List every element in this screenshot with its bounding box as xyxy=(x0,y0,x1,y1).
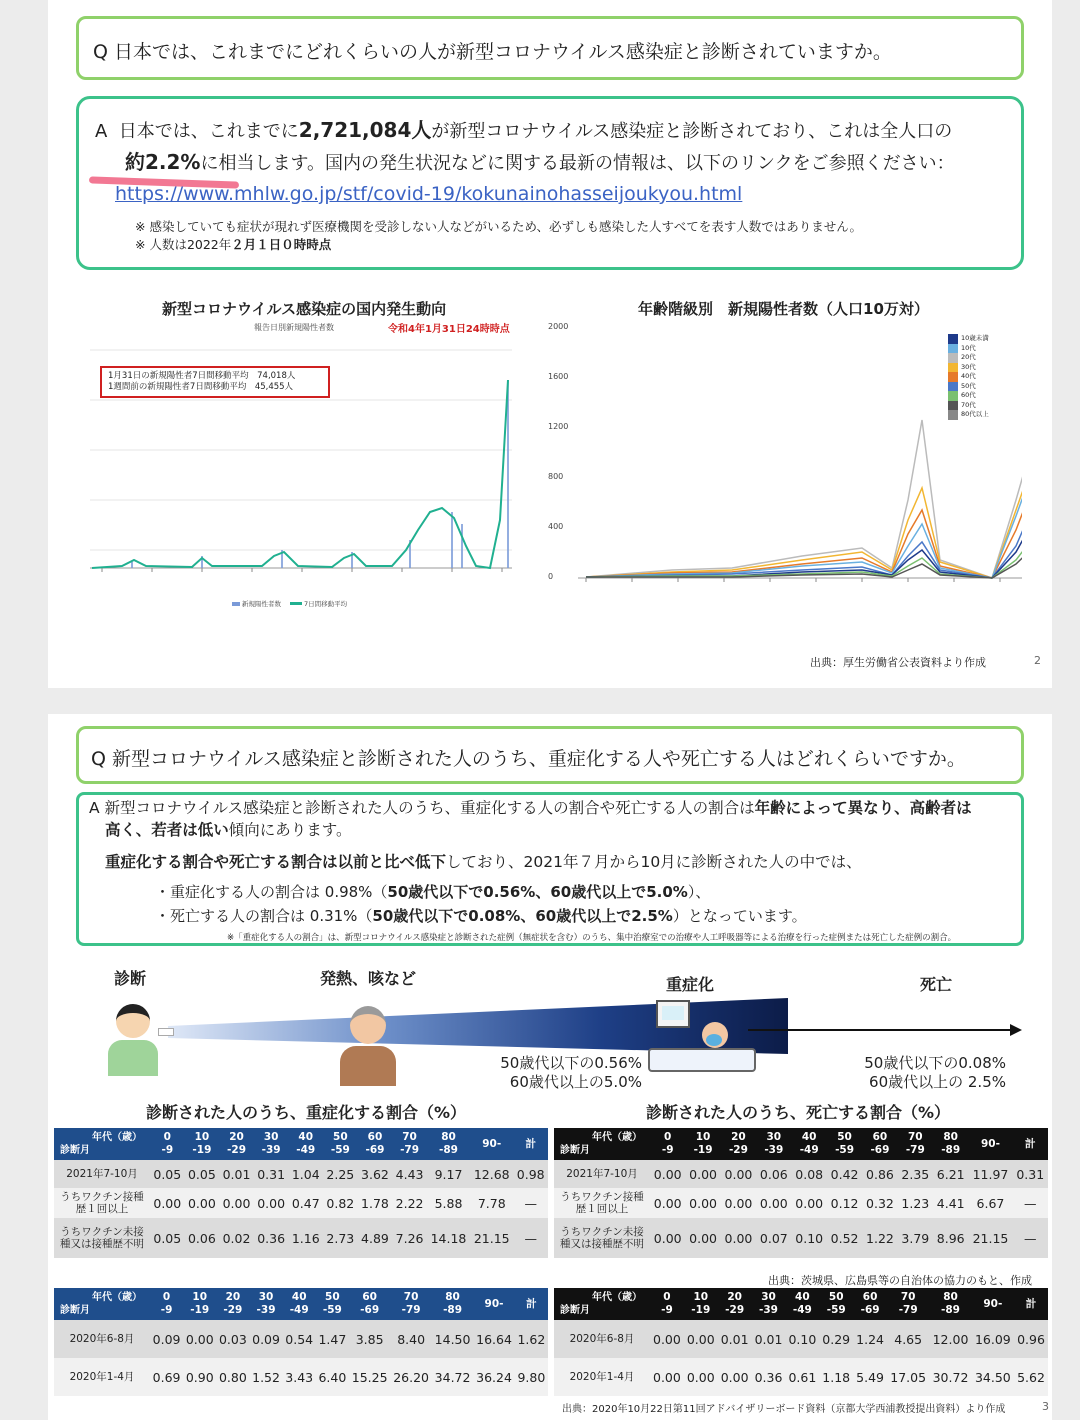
death-rates: 50歳代以下の0.08% 60歳代以上の 2.5% xyxy=(864,1054,1006,1091)
table-cell: 0.02 xyxy=(219,1218,254,1258)
bullet-death: ・死亡する人の割合は 0.31%（50歳代以下で0.08%、60歳代以上で2.5%）となっています。 xyxy=(155,907,807,925)
legend-swatch-bar xyxy=(232,602,240,606)
table-cell: 0.47 xyxy=(288,1188,323,1218)
death-table-2020 xyxy=(554,1288,1048,1396)
table-cell: 0.00 xyxy=(718,1358,752,1396)
age-header: 20 -29 xyxy=(216,1288,249,1320)
percent-value: 約2.2% xyxy=(125,150,201,174)
table-row xyxy=(54,1358,548,1396)
table-cell: 0.86 xyxy=(862,1160,897,1188)
answer-box xyxy=(76,96,1024,270)
age-header: 60 -69 xyxy=(853,1288,887,1320)
answer-line-2: 約2.2%に相当します。国内の発生状況などに関する最新の情報は、以下のリンクをご参照ください： xyxy=(125,150,955,174)
table-cell: 9.80 xyxy=(515,1358,548,1396)
row-label: うちワクチン未接種又は接種歴不明 xyxy=(554,1218,650,1258)
x-axis-ticks xyxy=(102,568,502,572)
question-text: Q 日本では、これまでにどれくらいの人が新型コロナウイルス感染症と診断されていますか。 xyxy=(93,41,892,63)
right-chart-ylabels: 2000 1600 1200 800 400 0 xyxy=(548,322,569,581)
answer-box-2 xyxy=(76,792,1024,946)
answer-line-1: A 日本では、これまでに2,721,084人が新型コロナウイルス感染症と診断されており、これは全人口の xyxy=(95,118,953,142)
table-cell: 0.32 xyxy=(862,1188,897,1218)
table-cell: 3.79 xyxy=(898,1218,933,1258)
left-chart-date: 令和4年1月31日24時時点 xyxy=(388,324,510,335)
table-cell: 0.80 xyxy=(216,1358,249,1396)
table-cell: 0.90 xyxy=(183,1358,216,1396)
age-header: 60 -69 xyxy=(358,1128,393,1160)
table-cell: 0.00 xyxy=(650,1218,685,1258)
table-row xyxy=(554,1188,1048,1218)
age-header: 60 -69 xyxy=(862,1128,897,1160)
table-cell: 0.00 xyxy=(684,1320,718,1358)
table-row xyxy=(554,1160,1048,1188)
age-header: 50 -59 xyxy=(827,1128,862,1160)
age-header: 90- xyxy=(968,1128,1012,1160)
right-chart-legend: 10歳未満 10代 20代 30代 40代 50代 60代 70代 80代以上 xyxy=(948,334,1028,420)
age-header: 10 -19 xyxy=(183,1288,216,1320)
table-row xyxy=(554,1358,1048,1396)
table-cell: 0.08 xyxy=(792,1160,827,1188)
table-row xyxy=(54,1160,548,1188)
table-cell: 0.00 xyxy=(183,1320,216,1358)
table-cell: 4.43 xyxy=(392,1160,427,1188)
header-corner: 年代（歳） 診断月 xyxy=(54,1288,150,1320)
table-cell: 0.00 xyxy=(254,1188,289,1218)
age-header: 30 -39 xyxy=(756,1128,791,1160)
table-cell: 0.36 xyxy=(254,1218,289,1258)
table-cell: 2.22 xyxy=(392,1188,427,1218)
left-legend-1: 新規陽性者数 xyxy=(242,600,281,608)
table-cell: 0.12 xyxy=(827,1188,862,1218)
page-number-2: 2 xyxy=(1034,654,1041,667)
table-cell: 0.00 xyxy=(721,1188,756,1218)
source-advisory-board: 出典：2020年10月22日第11回アドバイザリーボード資料（京都大学西浦教授提出資料）より作成 xyxy=(562,1404,1006,1415)
row-label: 2021年7-10月 xyxy=(554,1160,650,1188)
age-header: 50 -59 xyxy=(819,1288,853,1320)
bullet-severe: ・重症化する人の割合は 0.98%（50歳代以下で0.56%、60歳代以上で5.0%）、 xyxy=(155,883,711,901)
definition-footnote: ※「重症化する人の割合」は、新型コロナウイルス感染症と診断された症例（無症状を含む）のうち、集中治療室での治療や人工呼吸器等による治療を行った症例または死亡した症例の割合。 xyxy=(227,933,957,943)
table-cell: 0.00 xyxy=(721,1160,756,1188)
age-header: 50 -59 xyxy=(316,1288,349,1320)
table-cell: 12.68 xyxy=(470,1160,513,1188)
stage-symptoms: 発熱、咳など xyxy=(320,969,417,988)
question-box-2 xyxy=(76,726,1024,784)
table-cell: 1.22 xyxy=(862,1218,897,1258)
table-cell: 5.49 xyxy=(853,1358,887,1396)
table-cell: 1.04 xyxy=(288,1160,323,1188)
table-cell: 0.61 xyxy=(785,1358,819,1396)
table-cell: 0.00 xyxy=(721,1218,756,1258)
left-legend-2: 7日間移動平均 xyxy=(304,600,348,608)
table-cell: 14.18 xyxy=(427,1218,470,1258)
table-cell: 34.50 xyxy=(972,1358,1014,1396)
table-cell: 2.73 xyxy=(323,1218,358,1258)
death-table-title: 診断された人のうち、死亡する割合（%） xyxy=(646,1103,951,1122)
table-cell: 0.98 xyxy=(513,1160,548,1188)
table-cell: 36.24 xyxy=(473,1358,514,1396)
table-row xyxy=(54,1188,548,1218)
table-cell: 0.09 xyxy=(150,1320,183,1358)
age-header: 計 xyxy=(1014,1288,1048,1320)
table-cell: 1.52 xyxy=(249,1358,282,1396)
table-cell: 0.00 xyxy=(685,1218,720,1258)
table-cell: 0.01 xyxy=(219,1160,254,1188)
slide-2 xyxy=(48,0,1052,688)
header-row xyxy=(54,1128,548,1160)
table-cell: 0.52 xyxy=(827,1218,862,1258)
mhlw-link[interactable]: https://www.mhlw.go.jp/stf/covid-19/kokunainohasseijoukyou.html xyxy=(115,183,743,205)
stage-severe: 重症化 xyxy=(666,975,715,994)
age-header: 80 -89 xyxy=(432,1288,473,1320)
table-cell: 6.67 xyxy=(968,1188,1012,1218)
table-cell: 21.15 xyxy=(470,1218,513,1258)
note-1: ※ 感染していても症状が現れず医療機関を受診しない人などがいるため、必ずしも感染した人すべてを表す人数ではありません。 xyxy=(135,219,862,234)
age-header: 40 -49 xyxy=(785,1288,819,1320)
moving-average-box: 1月31日の新規陽性者7日間移動平均 74,018人 1週間前の新規陽性者7日間移動平均 45,455人 xyxy=(100,366,330,398)
header-row xyxy=(554,1288,1048,1320)
answer-2-line-2: 高く、若者は低い傾向にあります。 xyxy=(105,821,352,839)
age-header: 30 -39 xyxy=(752,1288,786,1320)
table-row xyxy=(554,1218,1048,1258)
series-50s xyxy=(586,440,1022,578)
source-municipalities: 出典：茨城県、広島県等の自治体の協力のもと、作成 xyxy=(768,1274,1032,1287)
stage-diagnosis: 診断 xyxy=(114,969,147,988)
table-cell: 0.01 xyxy=(718,1320,752,1358)
table-cell: 0.05 xyxy=(150,1160,185,1188)
age-header: 90- xyxy=(473,1288,514,1320)
table-cell: 1.24 xyxy=(853,1320,887,1358)
question-text-2: Q 新型コロナウイルス感染症と診断された人のうち、重症化する人や死亡する人はどれくらいですか。 xyxy=(91,748,966,770)
table-cell: 7.26 xyxy=(392,1218,427,1258)
source-slide1: 出典：厚生労働省公表資料より作成 xyxy=(810,656,986,669)
person-cough-illustration xyxy=(334,1006,406,1086)
header-corner: 年代（歳） 診断月 xyxy=(54,1128,150,1160)
severe-rates: 50歳代以下の0.56% 60歳代以上の5.0% xyxy=(500,1054,642,1091)
table-cell: 17.05 xyxy=(887,1358,929,1396)
table-cell: 0.54 xyxy=(283,1320,316,1358)
table-cell: 0.00 xyxy=(219,1188,254,1218)
table-row xyxy=(54,1218,548,1258)
table-cell: 5.62 xyxy=(1014,1358,1048,1396)
row-label: 2021年7-10月 xyxy=(54,1160,150,1188)
left-bars xyxy=(132,380,508,568)
table-cell: 9.17 xyxy=(427,1160,470,1188)
table-cell: 8.40 xyxy=(390,1320,431,1358)
table-cell: 5.88 xyxy=(427,1188,470,1218)
age-header: 70 -79 xyxy=(887,1288,929,1320)
row-label: うちワクチン接種歴１回以上 xyxy=(554,1188,650,1218)
answer-2-line-1: A 新型コロナウイルス感染症と診断された人のうち、重症化する人の割合や死亡する人の割合は年齢によって異なり、高齢者は xyxy=(89,799,972,817)
table-cell: 15.25 xyxy=(349,1358,390,1396)
right-chart-title: 年齢階級別 新規陽性者数（人口10万対） xyxy=(638,300,929,318)
table-cell: 0.05 xyxy=(185,1160,220,1188)
table-cell: — xyxy=(1013,1218,1048,1258)
table-cell: 0.00 xyxy=(650,1320,684,1358)
age-header: 50 -59 xyxy=(323,1128,358,1160)
age-header: 70 -79 xyxy=(392,1128,427,1160)
severe-table-2021 xyxy=(54,1128,548,1258)
table-cell: — xyxy=(513,1218,548,1258)
death-table-2021 xyxy=(554,1128,1048,1258)
table-cell: 4.41 xyxy=(933,1188,968,1218)
table-cell: 2.25 xyxy=(323,1160,358,1188)
table-cell: 0.31 xyxy=(254,1160,289,1188)
stage-death: 死亡 xyxy=(920,975,953,994)
table-cell: 1.23 xyxy=(898,1188,933,1218)
age-header: 20 -29 xyxy=(718,1288,752,1320)
age-header: 10 -19 xyxy=(685,1128,720,1160)
age-header: 0 -9 xyxy=(650,1128,685,1160)
table-cell: 16.64 xyxy=(473,1320,514,1358)
table-cell: 2.35 xyxy=(898,1160,933,1188)
age-header: 80 -89 xyxy=(427,1128,470,1160)
table-cell: 0.96 xyxy=(1014,1320,1048,1358)
table-cell: 0.42 xyxy=(827,1160,862,1188)
table-cell: 0.00 xyxy=(650,1160,685,1188)
table-cell: 0.10 xyxy=(785,1320,819,1358)
age-header: 40 -49 xyxy=(288,1128,323,1160)
person-diagnosis-illustration xyxy=(104,1002,174,1076)
age-header: 20 -29 xyxy=(219,1128,254,1160)
header-corner: 年代（歳） 診断月 xyxy=(554,1288,650,1320)
table-cell: 21.15 xyxy=(968,1218,1012,1258)
table-cell: 0.06 xyxy=(185,1218,220,1258)
left-chart-title: 新型コロナウイルス感染症の国内発生動向 xyxy=(162,300,447,318)
severe-table-2020 xyxy=(54,1288,548,1396)
table-cell: 0.00 xyxy=(650,1188,685,1218)
age-header: 計 xyxy=(515,1288,548,1320)
table-cell: 0.09 xyxy=(249,1320,282,1358)
table-cell: 0.10 xyxy=(792,1218,827,1258)
table-cell: 1.16 xyxy=(288,1218,323,1258)
row-label: うちワクチン接種歴１回以上 xyxy=(54,1188,150,1218)
table-cell: 4.89 xyxy=(358,1218,393,1258)
table-cell: 3.62 xyxy=(358,1160,393,1188)
table-cell: 1.47 xyxy=(316,1320,349,1358)
table-cell: 4.65 xyxy=(887,1320,929,1358)
age-header: 80 -89 xyxy=(929,1288,971,1320)
row-label: 2020年6-8月 xyxy=(54,1320,150,1358)
row-label: うちワクチン未接種又は接種歴不明 xyxy=(54,1218,150,1258)
table-cell: 0.00 xyxy=(650,1358,684,1396)
table-cell: 3.43 xyxy=(283,1358,316,1396)
slide-3 xyxy=(48,714,1052,1420)
table-cell: 6.40 xyxy=(316,1358,349,1396)
age-header: 30 -39 xyxy=(254,1128,289,1160)
age-header: 計 xyxy=(513,1128,548,1160)
age-header: 70 -79 xyxy=(390,1288,431,1320)
left-chart-subtitle: 報告日別新規陽性者数 xyxy=(254,323,334,332)
header-row xyxy=(54,1288,548,1320)
table-cell: 0.29 xyxy=(819,1320,853,1358)
right-chart-ticks xyxy=(586,578,1000,582)
table-row xyxy=(54,1320,548,1358)
table-cell: 26.20 xyxy=(390,1358,431,1396)
table-cell: 0.05 xyxy=(150,1218,185,1258)
table-cell: 12.00 xyxy=(929,1320,971,1358)
table-cell: 0.36 xyxy=(752,1358,786,1396)
age-header: 10 -19 xyxy=(185,1128,220,1160)
table-cell: 34.72 xyxy=(432,1358,473,1396)
row-label: 2020年1-4月 xyxy=(554,1358,650,1396)
table-cell: 0.03 xyxy=(216,1320,249,1358)
table-cell: — xyxy=(513,1188,548,1218)
table-cell: 0.82 xyxy=(323,1188,358,1218)
age-header: 0 -9 xyxy=(150,1128,185,1160)
table-cell: 0.00 xyxy=(150,1188,185,1218)
question-box xyxy=(76,16,1024,80)
table-cell: 11.97 xyxy=(968,1160,1012,1188)
header-corner: 年代（歳） 診断月 xyxy=(554,1128,650,1160)
table-cell: 1.78 xyxy=(358,1188,393,1218)
severe-table-title: 診断された人のうち、重症化する割合（%） xyxy=(146,1103,467,1122)
age-header: 60 -69 xyxy=(349,1288,390,1320)
table-cell: 14.50 xyxy=(432,1320,473,1358)
header-row xyxy=(554,1128,1048,1160)
series-40s xyxy=(586,410,1022,578)
table-cell: 0.01 xyxy=(752,1320,786,1358)
table-cell: 1.62 xyxy=(515,1320,548,1358)
table-cell: 0.06 xyxy=(756,1160,791,1188)
age-header: 40 -49 xyxy=(792,1128,827,1160)
age-header: 20 -29 xyxy=(721,1128,756,1160)
answer-2-line-3: 重症化する割合や死亡する割合は以前と比べ低下しており、2021年７月から10月に診断された人の中では、 xyxy=(105,853,862,871)
age-header: 40 -49 xyxy=(283,1288,316,1320)
table-row xyxy=(554,1320,1048,1358)
page-number-3: 3 xyxy=(1042,1400,1049,1413)
patient-bed-illustration xyxy=(648,1000,758,1084)
table-cell: 0.00 xyxy=(685,1188,720,1218)
age-header: 90- xyxy=(972,1288,1014,1320)
table-cell: 0.00 xyxy=(684,1358,718,1396)
table-cell: 0.00 xyxy=(685,1160,720,1188)
table-cell: 0.00 xyxy=(756,1188,791,1218)
age-header: 計 xyxy=(1013,1128,1048,1160)
table-cell: 16.09 xyxy=(972,1320,1014,1358)
row-label: 2020年6-8月 xyxy=(554,1320,650,1358)
table-cell: 3.85 xyxy=(349,1320,390,1358)
table-cell: 0.31 xyxy=(1013,1160,1048,1188)
table-cell: 0.69 xyxy=(150,1358,183,1396)
table-cell: 8.96 xyxy=(933,1218,968,1258)
row-label: 2020年1-4月 xyxy=(54,1358,150,1396)
series-under10 xyxy=(586,470,1022,578)
moving-average-line xyxy=(92,380,508,568)
age-header: 0 -9 xyxy=(150,1288,183,1320)
table-cell: 1.18 xyxy=(819,1358,853,1396)
table-cell: 0.00 xyxy=(792,1188,827,1218)
age-header: 0 -9 xyxy=(650,1288,684,1320)
age-header: 10 -19 xyxy=(684,1288,718,1320)
age-header: 30 -39 xyxy=(249,1288,282,1320)
table-cell: 6.21 xyxy=(933,1160,968,1188)
table-cell: 30.72 xyxy=(929,1358,971,1396)
age-header: 90- xyxy=(470,1128,513,1160)
note-2: ※ 人数は2022年２月１日０時時点 xyxy=(135,237,332,252)
table-cell: 7.78 xyxy=(470,1188,513,1218)
age-header: 80 -89 xyxy=(933,1128,968,1160)
table-cell: 0.00 xyxy=(185,1188,220,1218)
legend-swatch-line xyxy=(290,602,302,605)
age-header: 70 -79 xyxy=(898,1128,933,1160)
table-cell: 0.07 xyxy=(756,1218,791,1258)
table-cell: — xyxy=(1013,1188,1048,1218)
